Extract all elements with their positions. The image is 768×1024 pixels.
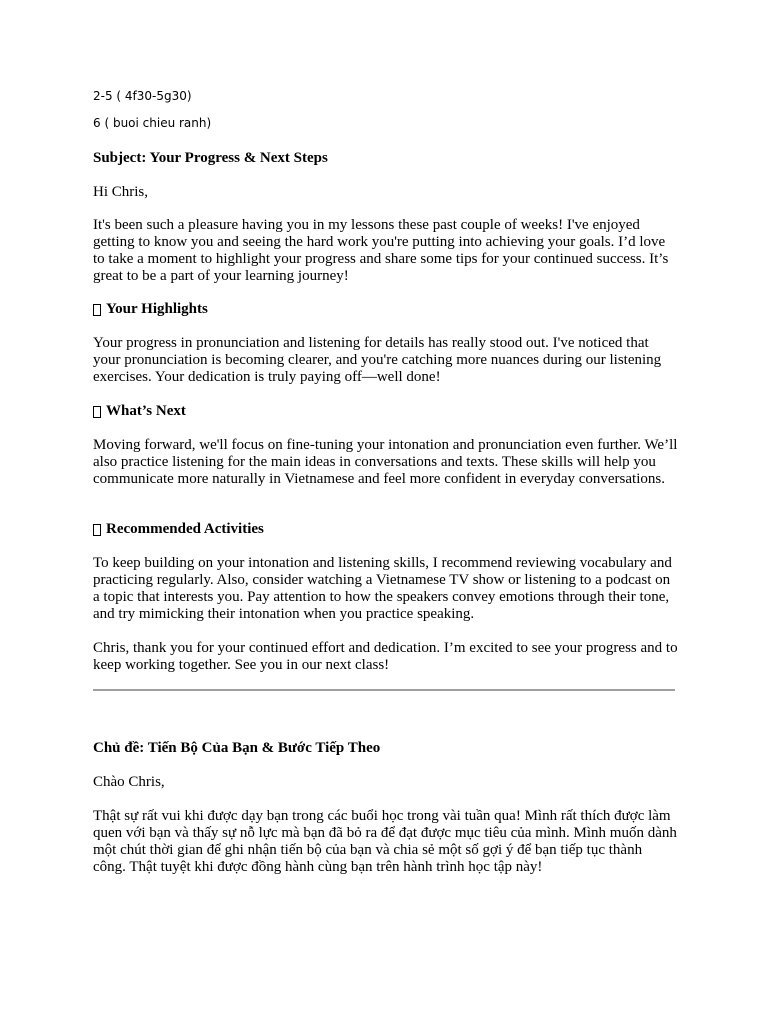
- activities-heading: [93, 521, 678, 538]
- english-greeting: Hi Chris,: [93, 184, 149, 200]
- highlights-emoji-icon: [93, 304, 101, 316]
- next-body: Moving forward, we'll focus on fine-tuning your intonation and pronunciation even further. We’ll also practice listening for the main ideas in conversations and texts. These skills will help you communicate more naturally in Vietnamese and feel more confident in everyday conversations.: [93, 437, 678, 487]
- next-heading: [93, 403, 678, 420]
- highlights-heading: [93, 301, 678, 318]
- next-heading-text: What’s Next: [106, 403, 186, 419]
- next-emoji-icon: [93, 406, 101, 418]
- vietnamese-greeting: Chào Chris,: [93, 774, 165, 790]
- schedule-line-1: 2-5 ( 4f30-5g30): [93, 89, 192, 103]
- english-intro: It's been such a pleasure having you in my lessons these past couple of weeks! I've enjoyed getting to know you and seeing the hard work you're putting into achieving your goals. I’d love to take a moment to highlight your progress and share some tips for your continued success. It’s great to be a part of your learning journey!: [93, 217, 669, 284]
- vietnamese-subject: Chủ đề: Tiến Bộ Của Bạn & Bước Tiếp Theo: [93, 740, 381, 756]
- english-subject: Subject: Your Progress & Next Steps: [93, 150, 328, 166]
- activities-body: To keep building on your intonation and listening skills, I recommend reviewing vocabulary and practicing regularly. Also, consider watching a Vietnamese TV show or listening to a podcast on a topic that interests you. Pay attention to how the speakers convey emotions through their tone, and try mimicking their intonation when you practice speaking.: [93, 555, 672, 622]
- section-divider: [93, 689, 675, 691]
- schedule-line-2: 6 ( buoi chieu ranh): [93, 116, 212, 130]
- vietnamese-intro: Thật sự rất vui khi được dạy bạn trong các buổi học trong vài tuần qua! Mình rất thích được làm quen với bạn và thấy sự nỗ lực mà bạn đã bỏ ra để đạt được mục tiêu của mình. Mình muốn dành một chút thời gian để ghi nhận tiến bộ của bạn và chia sẻ một số gợi ý để bạn tiếp tục thành công. Thật tuyệt khi được đồng hành cùng bạn trên hành trình học tập này!: [93, 808, 677, 875]
- highlights-body: Your progress in pronunciation and listening for details has really stood out. I've noticed that your pronunciation is becoming clearer, and you're catching more nuances during our listening exercises. Your dedication is truly paying off—well done!: [93, 335, 662, 385]
- english-closing: Chris, thank you for your continued effort and dedication. I’m excited to see your progress and to keep working together. See you in our next class!: [93, 640, 678, 673]
- activities-heading-text: Recommended Activities: [106, 521, 264, 537]
- highlights-heading-text: Your Highlights: [106, 301, 208, 317]
- activities-emoji-icon: [93, 524, 101, 536]
